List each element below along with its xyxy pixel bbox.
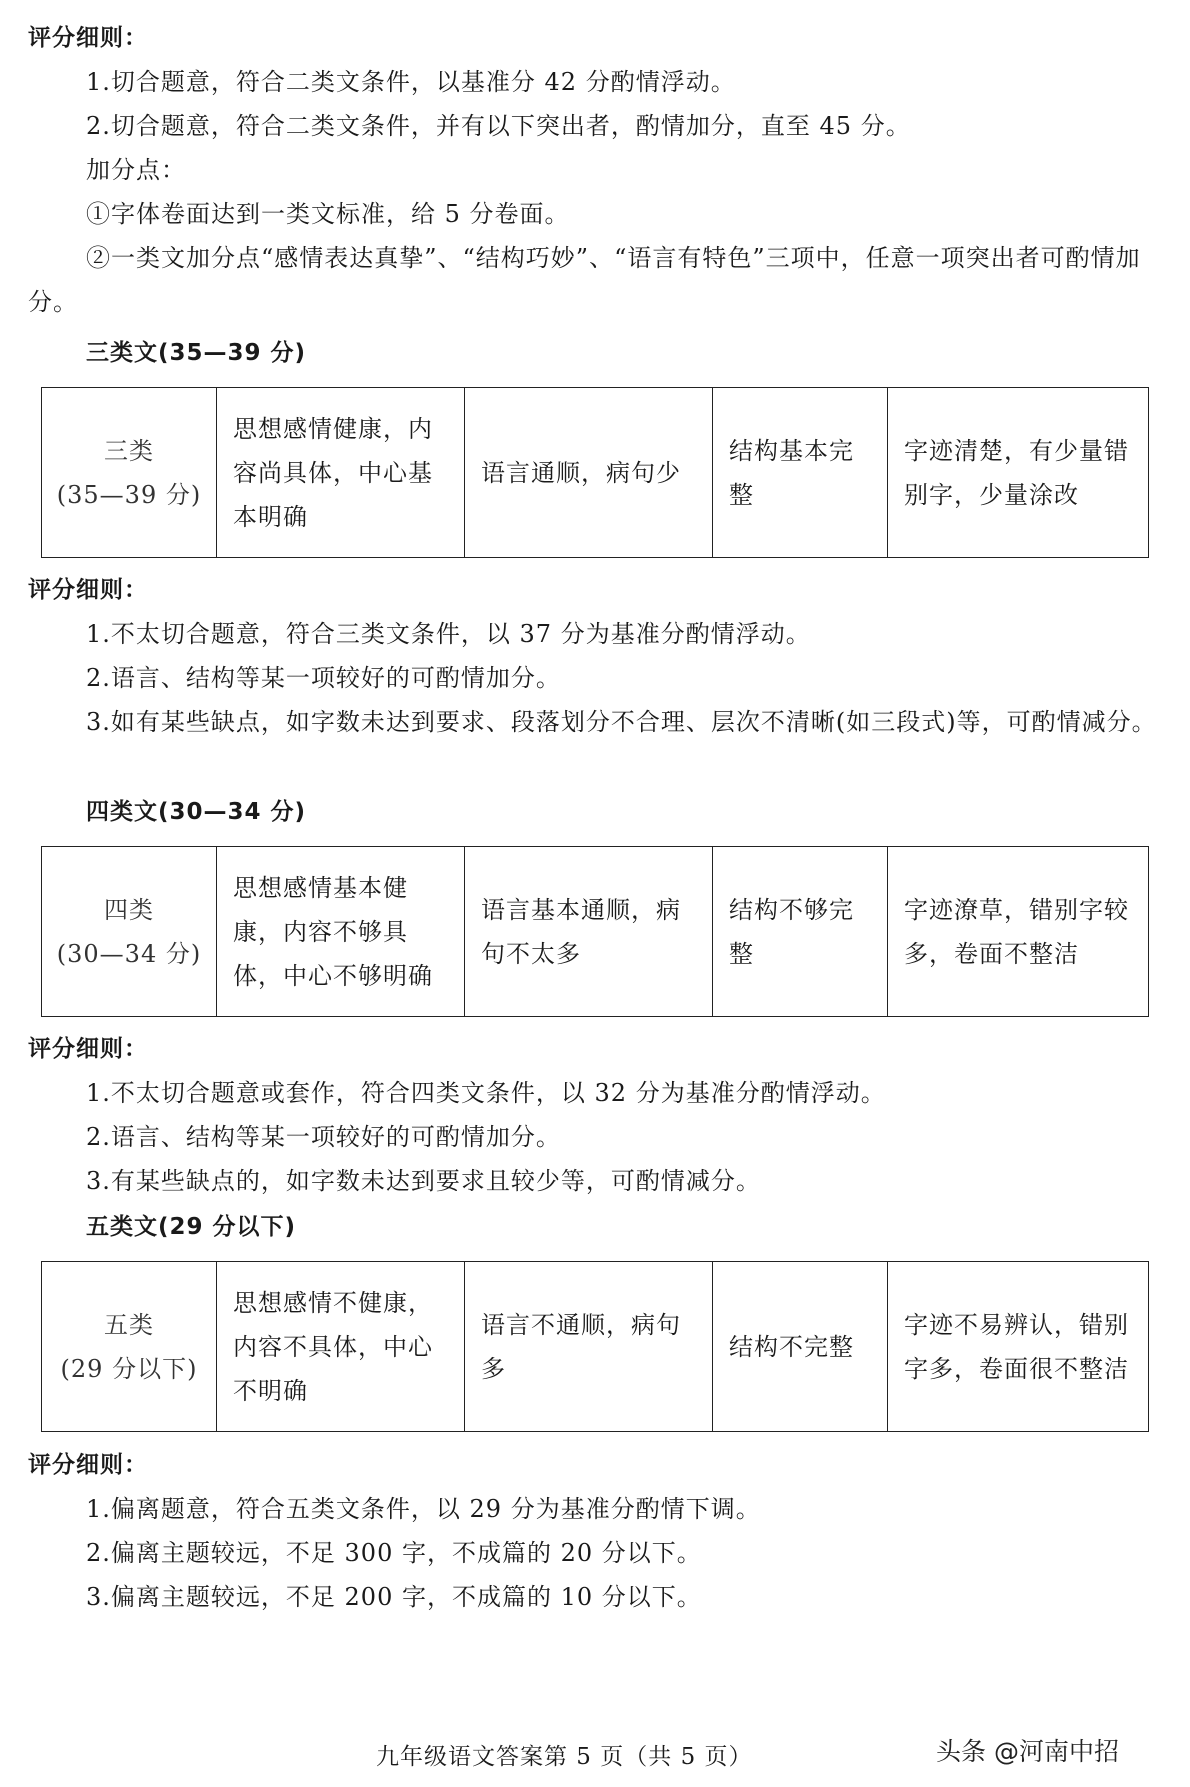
grade-table-5: [41, 1261, 1149, 1432]
grade-label: 三类: [104, 436, 154, 465]
content-cell: 思想感情健康，内容尚具体，中心基本明确: [217, 388, 465, 558]
content-cell: 思想感情基本健康，内容不够具体，中心不够明确: [217, 847, 465, 1017]
writing-cell: 字迹潦草，错别字较多，卷面不整洁: [888, 847, 1149, 1017]
grade-cell: [42, 1262, 217, 1432]
rule-line: 3.偏离主题较远，不足 200 字，不成篇的 10 分以下。: [86, 1583, 702, 1611]
grade-table-4: [41, 846, 1149, 1017]
grade-label: 五类: [104, 1310, 154, 1339]
rule-line: 2.切合题意，符合二类文条件，并有以下突出者，酌情加分，直至 45 分。: [86, 112, 911, 140]
rules-heading-4: 评分细则：: [28, 1036, 148, 1062]
table-row: [42, 847, 1149, 1017]
grade-label: 四类: [104, 895, 154, 924]
writing-cell: 字迹不易辨认，错别字多，卷面很不整洁: [888, 1262, 1149, 1432]
grade-range: (29 分以下): [60, 1354, 198, 1383]
writing-cell: 字迹清楚，有少量错别字，少量涂改: [888, 388, 1149, 558]
table-row: [42, 388, 1149, 558]
rule-line: 2.偏离主题较远，不足 300 字，不成篇的 20 分以下。: [86, 1539, 702, 1567]
structure-cell: 结构基本完整: [713, 388, 888, 558]
category-title-5: 五类文(29 分以下): [86, 1214, 297, 1240]
content-cell: 思想感情不健康，内容不具体，中心不明确: [217, 1262, 465, 1432]
grade-table-3: [41, 387, 1149, 558]
rule-line: 3.有某些缺点的，如字数未达到要求且较少等，可酌情减分。: [86, 1167, 761, 1195]
table-row: [42, 1262, 1149, 1432]
rule-line: 1.切合题意，符合二类文条件，以基准分 42 分酌情浮动。: [86, 68, 736, 96]
rule-line-wrapped: 3.如有某些缺点，如字数未达到要求、段落划分不合理、层次不清晰(如三段式)等，可酌情减分。: [86, 708, 1157, 736]
grade-range: (35—39 分): [56, 480, 202, 509]
rule-line: 1.不太切合题意或套作，符合四类文条件，以 32 分为基准分酌情浮动。: [86, 1079, 886, 1107]
rule-line-wrapped: ②一类文加分点“感情表达真挚”、“结构巧妙”、“语言有特色”三项中，任意一项突出者可酌情加分。: [28, 244, 1141, 316]
rule-line: ①字体卷面达到一类文标准，给 5 分卷面。: [86, 200, 570, 228]
rule-line: 2.语言、结构等某一项较好的可酌情加分。: [86, 1123, 561, 1151]
grade-cell: [42, 388, 217, 558]
rule-line: 加分点：: [86, 156, 186, 184]
structure-cell: 结构不够完整: [713, 847, 888, 1017]
watermark: 头条 @河南中招: [936, 1737, 1119, 1766]
rules-heading-5: 评分细则：: [28, 1452, 148, 1478]
grade-range: (30—34 分): [56, 939, 202, 968]
structure-cell: 结构不完整: [713, 1262, 888, 1432]
category-title-4: 四类文(30—34 分): [86, 799, 307, 825]
language-cell: 语言不通顺，病句多: [465, 1262, 713, 1432]
grade-cell: [42, 847, 217, 1017]
rule-line: 1.不太切合题意，符合三类文条件，以 37 分为基准分酌情浮动。: [86, 620, 811, 648]
page-footer: 九年级语文答案第 5 页（共 5 页）: [376, 1744, 753, 1770]
rule-line: 2.语言、结构等某一项较好的可酌情加分。: [86, 664, 561, 692]
rule-line: 1.偏离题意，符合五类文条件，以 29 分为基准分酌情下调。: [86, 1495, 761, 1523]
rules-heading-3: 评分细则：: [28, 577, 148, 603]
language-cell: 语言基本通顺，病句不太多: [465, 847, 713, 1017]
language-cell: 语言通顺，病句少: [465, 388, 713, 558]
rules-heading-2: 评分细则：: [28, 25, 148, 51]
category-title-3: 三类文(35—39 分): [86, 340, 307, 366]
